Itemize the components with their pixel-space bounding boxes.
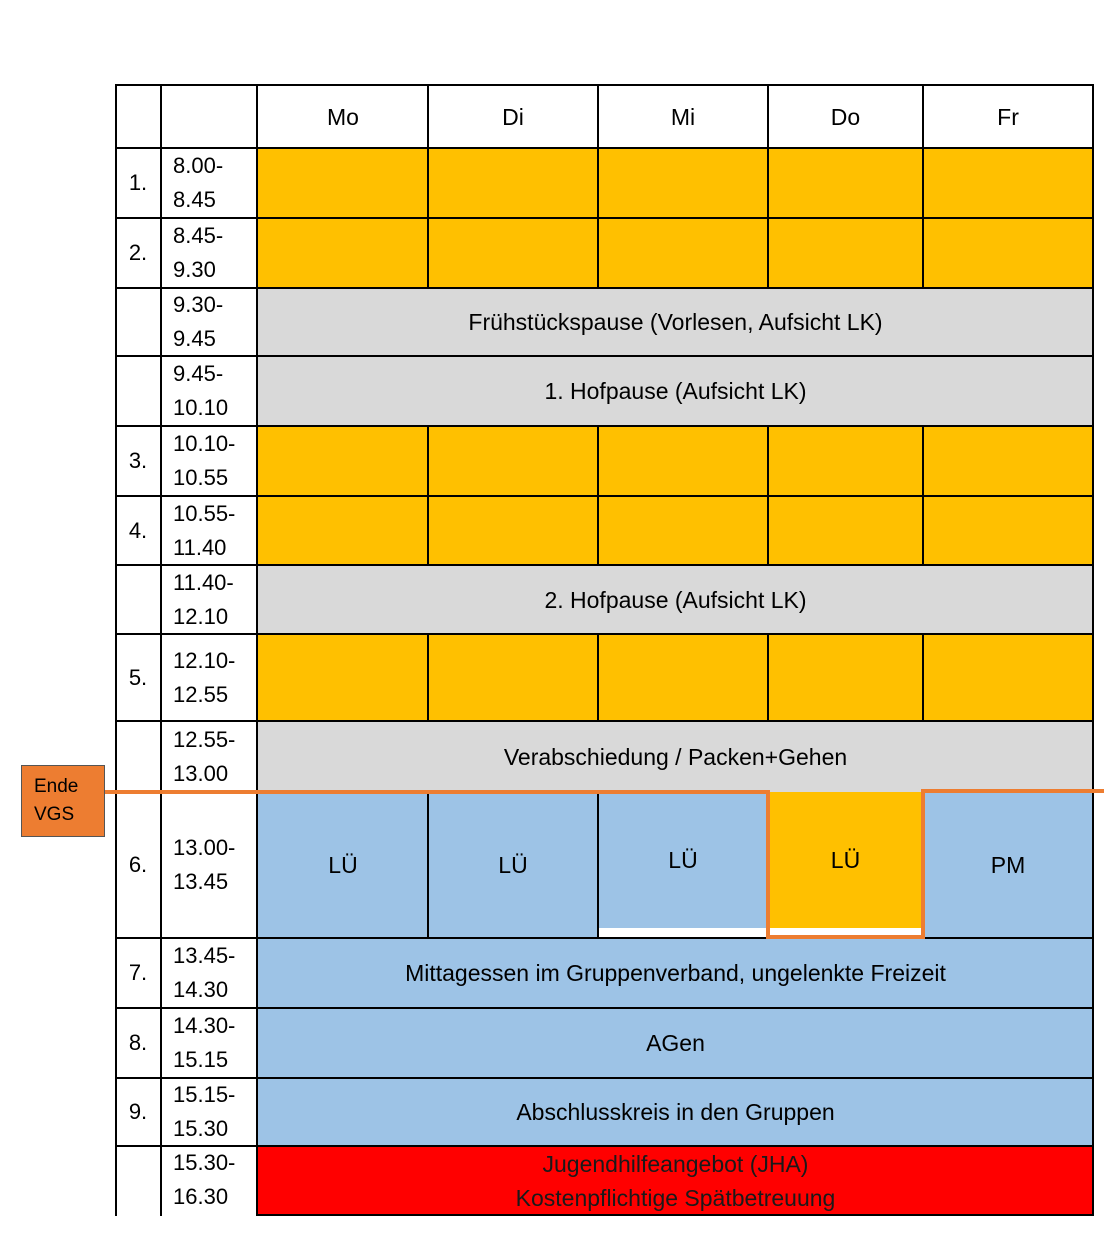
period-time: 9.30- 9.45	[173, 292, 224, 351]
period-number: 5.	[128, 664, 148, 690]
day-header-do: Do	[830, 104, 861, 130]
youth-care-line-1: Jugendhilfeangebot (JHA)	[542, 1151, 809, 1177]
period-time: 9.45- 10.10	[173, 361, 229, 420]
period-time: 13.00- 13.45	[173, 835, 236, 894]
period-time: 10.55- 11.40	[173, 500, 236, 560]
afternoon-cell-mo: LÜ	[258, 792, 428, 938]
activity-groups: AGen	[258, 1008, 1093, 1078]
youth-care-offer	[258, 1146, 1093, 1216]
period-number: 7.	[128, 960, 148, 985]
period-time: 12.55- 13.00	[173, 726, 236, 786]
period-number: 2.	[128, 240, 148, 265]
period-number: 6.	[128, 852, 148, 877]
afternoon-cell-do: LÜ	[768, 792, 923, 928]
lesson-cell	[258, 634, 1093, 721]
period-time: 10.10- 10.55	[173, 431, 236, 490]
afternoon-cell-di: LÜ	[428, 792, 598, 938]
period-time: 14.30- 15.15	[173, 1013, 236, 1072]
end-vgs-line-1: Ende	[34, 776, 79, 797]
period-number: 8.	[128, 1030, 148, 1055]
lesson-cell	[258, 426, 1093, 496]
lesson-cell	[258, 496, 1093, 565]
youth-care-line-2: Kostenpflichtige Spätbetreuung	[515, 1185, 836, 1211]
period-time: 11.40- 12.10	[173, 569, 234, 629]
period-time: 12.10- 12.55	[173, 647, 236, 707]
period-number	[116, 288, 160, 356]
breakfast-break: Frühstückspause (Vorlesen, Aufsicht LK)	[258, 288, 1093, 356]
lesson-cell	[258, 148, 1093, 218]
period-time: 15.15- 15.30	[173, 1082, 236, 1141]
farewell: Verabschiedung / Packen+Gehen	[258, 721, 1093, 792]
day-header-mo: Mo	[327, 104, 359, 130]
lesson-cell	[258, 218, 1093, 288]
period-time: 8.45- 9.30	[173, 223, 224, 282]
period-number	[116, 565, 160, 634]
period-number: 1.	[128, 170, 148, 195]
day-header-di: Di	[502, 104, 524, 130]
period-time: 15.30- 16.30	[173, 1150, 236, 1209]
end-vgs-line-2: VGS	[34, 804, 75, 825]
period-time: 8.00- 8.45	[173, 153, 224, 212]
period-number: 4.	[128, 517, 148, 543]
second-recess: 2. Hofpause (Aufsicht LK)	[258, 565, 1093, 634]
period-number: 9.	[128, 1099, 148, 1124]
closing-circle: Abschlusskreis in den Gruppen	[258, 1078, 1093, 1146]
day-header-mi: Mi	[670, 104, 696, 130]
afternoon-cell-fr: PM	[923, 792, 1093, 938]
first-recess: 1. Hofpause (Aufsicht LK)	[258, 356, 1093, 426]
period-number: 3.	[128, 448, 148, 473]
period-number	[116, 1146, 160, 1214]
period-number	[116, 721, 160, 792]
afternoon-cell-mi: LÜ	[598, 792, 768, 928]
period-time: 13.45- 14.30	[173, 943, 236, 1002]
end-vgs-label	[21, 765, 105, 837]
day-header-fr: Fr	[997, 104, 1019, 130]
period-number	[116, 356, 160, 426]
lunch: Mittagessen im Gruppenverband, ungelenkte Freizeit	[258, 938, 1093, 1008]
